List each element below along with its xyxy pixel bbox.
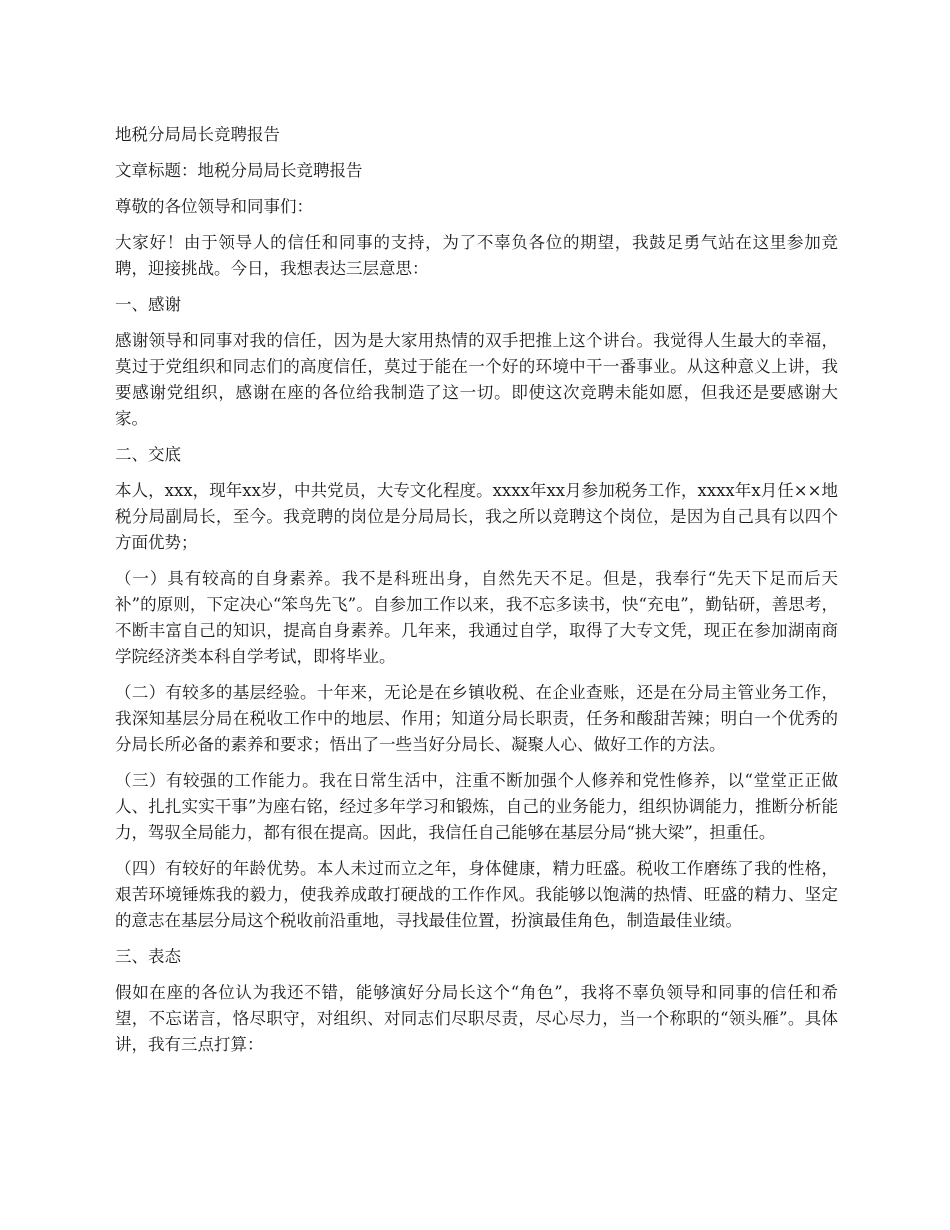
document-title: 地税分局局长竞聘报告 (115, 125, 280, 144)
section-heading-background: 二、交底 (115, 445, 181, 464)
paragraph-statement: 假如在座的各位认为我还不错，能够演好分局长这个“角色”，我将不辜负领导和同事的信任和希望，不忘诺言，恪尽职守，对组织、对同志们尽职尽责，尽心尽力，当一个称职的“领头雁”。具体讲，我有三点打算： (115, 983, 838, 1054)
paragraph-advantage-4: （四）有较好的年龄优势。本人未过而立之年，身体健康，精力旺盛。税收工作磨练了我的性格，艰苦环境锤炼我的毅力，使我养成敢打硬战的工作作风。我能够以饱满的热情、旺盛的精力、坚定的意志在基层分局这个税收前沿重地，寻找最佳位置，扮演最佳角色，制造最佳业绩。 (115, 859, 838, 930)
paragraph-thanks: 感谢领导和同事对我的信任，因为是大家用热情的双手把推上这个讲台。我觉得人生最大的幸福，莫过于党组织和同志们的高度信任，莫过于能在一个好的环境中干一番事业。从这种意义上讲，我要感谢党组织，感谢在座的各位给我制造了这一切。即使这次竞聘未能如愿，但我还是要感谢大家。 (115, 331, 838, 428)
paragraph-advantage-3: （三）有较强的工作能力。我在日常生活中，注重不断加强个人修养和党性修养，以“堂堂正正做人、扎扎实实干事”为座右铭，经过多年学习和锻炼，自己的业务能力，组织协调能力，推断分析能力，驾驭全局能力，都有很在提高。因此，我信任自己能够在基层分局“挑大梁”，担重任。 (115, 771, 838, 842)
paragraph-opening: 大家好！由于领导人的信任和同事的支持，为了不辜负各位的期望，我鼓足勇气站在这里参加竞聘，迎接挑战。今日，我想表达三层意思： (115, 233, 838, 278)
salutation: 尊敬的各位领导和同事们： (115, 197, 313, 216)
paragraph-advantage-1: （一）具有较高的自身素养。我不是科班出身，自然先天不足。但是，我奉行“先天下足而后天补”的原则，下定决心“笨鸟先飞”。自参加工作以来，我不忘多读书，快“充电”，勤钻研，善思考，不断丰富自己的知识，提高自身素养。几年来，我通过自学，取得了大专文凭，现正在参加湖南商学院经济类本科自学考试，即将毕业。 (115, 569, 838, 666)
section-heading-statement: 三、表态 (115, 947, 181, 966)
paragraph-background: 本人，xxx，现年xx岁，中共党员，大专文化程度。xxxx年xx月参加税务工作，xxxx年x月任××地税分局副局长，至今。我竞聘的岗位是分局局长，我之所以竞聘这个岗位，是因为自己具有以四个方面优势； (115, 481, 838, 552)
article-title: 文章标题：地税分局局长竞聘报告 (115, 161, 363, 180)
section-heading-thanks: 一、感谢 (115, 295, 181, 314)
document-body (115, 122, 838, 1068)
paragraph-advantage-2: （二）有较多的基层经验。十年来，无论是在乡镇收税、在企业查账，还是在分局主管业务工作，我深知基层分局在税收工作中的地层、作用；知道分局长职责，任务和酸甜苦辣；明白一个优秀的分局长所必备的素养和要求；悟出了一些当好分局长、凝聚人心、做好工作的方法。 (115, 683, 838, 754)
